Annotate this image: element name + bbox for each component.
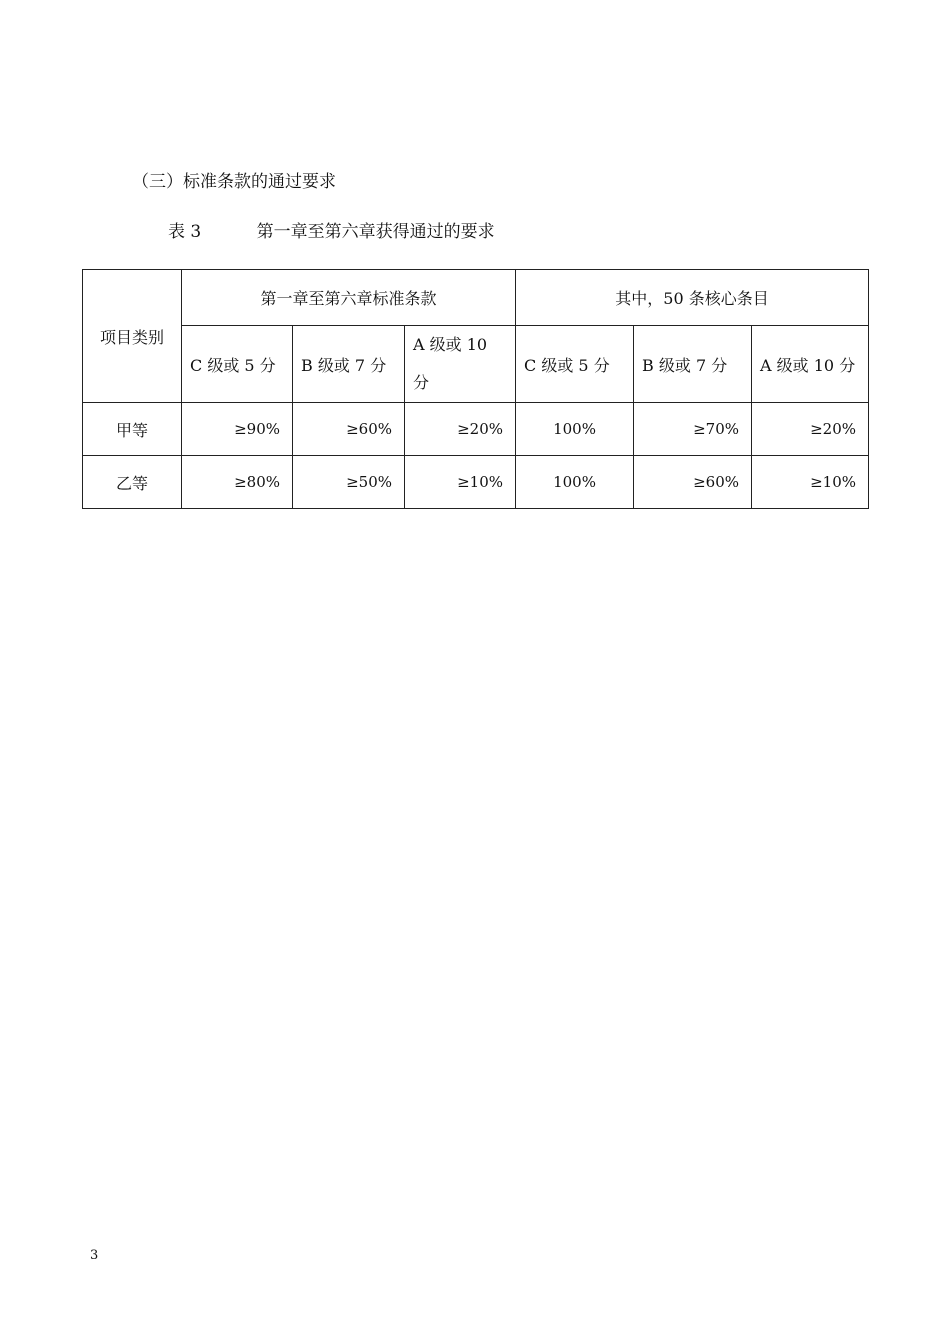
category-cell: 乙等: [83, 456, 182, 509]
table-caption: [168, 220, 495, 244]
value-cell: ≥50%: [293, 456, 405, 509]
value-cell: ≥70%: [634, 403, 752, 456]
sub-header-cell: C 级或 5 分: [516, 326, 634, 403]
section-heading: （三）标准条款的通过要求: [132, 172, 336, 192]
value-cell: ≥60%: [634, 456, 752, 509]
table-caption-title: 第一章至第六章获得通过的要求: [256, 222, 495, 242]
value-cell: 100%: [516, 456, 634, 509]
sub-header-cell: [405, 326, 516, 403]
sub-header-cell: C 级或 5 分: [182, 326, 293, 403]
value-cell: ≥20%: [405, 403, 516, 456]
value-cell: ≥60%: [293, 403, 405, 456]
row-header-cell: 项目类别: [83, 270, 182, 403]
group-header-standard-clauses: 第一章至第六章标准条款: [182, 270, 516, 326]
table-subheader-row: [83, 326, 869, 403]
table-row: [83, 403, 869, 456]
table-header-row: [83, 270, 869, 326]
table-caption-label: 表 3: [168, 222, 202, 242]
category-cell: 甲等: [83, 403, 182, 456]
requirements-table: [82, 269, 869, 509]
value-cell: ≥80%: [182, 456, 293, 509]
sub-header-cell: B 级或 7 分: [634, 326, 752, 403]
sub-header-cell: B 级或 7 分: [293, 326, 405, 403]
value-cell: ≥20%: [752, 403, 869, 456]
sub-header-cell: A 级或 10 分: [752, 326, 869, 403]
sub-header-text: A 级或 10 分: [413, 335, 488, 392]
value-cell: ≥90%: [182, 403, 293, 456]
value-cell: 100%: [516, 403, 634, 456]
group-header-core-items: 其中，50 条核心条目: [516, 270, 869, 326]
table-row: [83, 456, 869, 509]
value-cell: ≥10%: [752, 456, 869, 509]
page-number: 3: [90, 1248, 99, 1263]
value-cell: ≥10%: [405, 456, 516, 509]
